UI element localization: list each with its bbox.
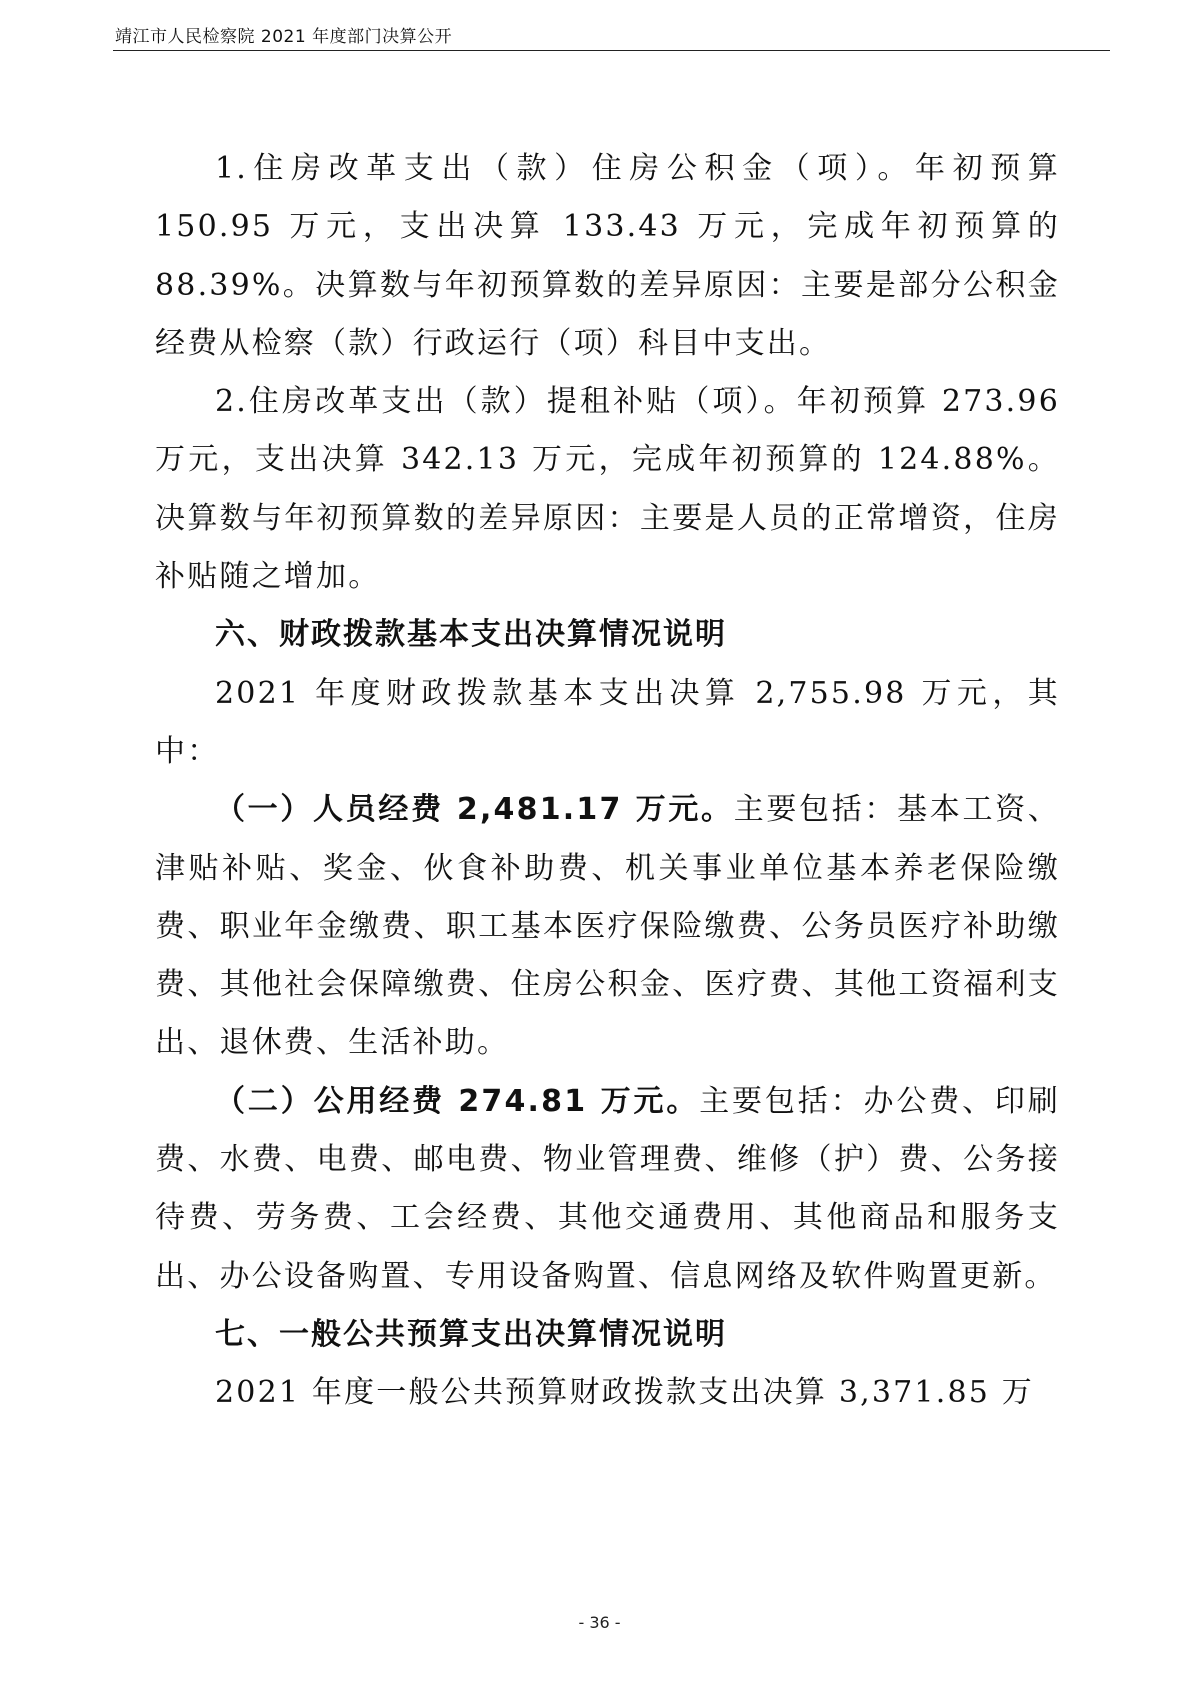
page-header-title: 靖江市人民检察院 2021 年度部门决算公开 — [115, 27, 453, 47]
header-divider — [113, 50, 1110, 51]
paragraph-public-expenses — [155, 1073, 1060, 1306]
paragraph-basic-expenditure: 2021 年度财政拨款基本支出决算 2,755.98 万元，其中： — [155, 675, 1060, 769]
section-heading-6: 六、财政拨款基本支出决算情况说明 — [215, 617, 727, 653]
section-heading-7: 七、一般公共预算支出决算情况说明 — [215, 1316, 727, 1352]
document-body — [155, 140, 1060, 1423]
public-expenses-detail: 主要包括：办公费、印刷费、水费、电费、邮电费、物业管理费、维修（护）费、公务接待费、劳务费、工会经费、其他交通费用、其他商品和服务支出、办公设备购置、专用设备购置、信息网络及软件购置更新。 — [155, 1083, 1060, 1294]
paragraph-personnel-expenses — [155, 781, 1060, 1072]
personnel-expenses-lead: （一）人员经费 2,481.17 万元。 — [215, 792, 734, 828]
personnel-expenses-detail: 主要包括：基本工资、津贴补贴、奖金、伙食补助费、机关事业单位基本养老保险缴费、职业年金缴费、职工基本医疗保险缴费、公务员医疗补助缴费、其他社会保障缴费、住房公积金、医疗费、其他工资福利支出、退休费、生活补助。 — [155, 792, 1060, 1061]
paragraph-general-budget: 2021 年度一般公共预算财政拨款支出决算 3,371.85 万 — [215, 1375, 1034, 1411]
page-number: - 36 - — [578, 1613, 621, 1632]
paragraph-housing-fund: 1.住房改革支出（款）住房公积金（项）。年初预算 150.95 万元，支出决算 133.43 万元，完成年初预算的 88.39%。决算数与年初预算数的差异原因：主要是部分公积金经费从检察（款）行政运行（项）科目中支出。 — [155, 151, 1060, 361]
paragraph-rent-subsidy: 2.住房改革支出（款）提租补贴（项）。年初预算 273.96 万元，支出决算 342.13 万元，完成年初预算的 124.88%。决算数与年初预算数的差异原因：主要是人员的正常增资，住房补贴随之增加。 — [155, 384, 1060, 595]
public-expenses-lead: （二）公用经费 274.81 万元。 — [215, 1083, 700, 1119]
